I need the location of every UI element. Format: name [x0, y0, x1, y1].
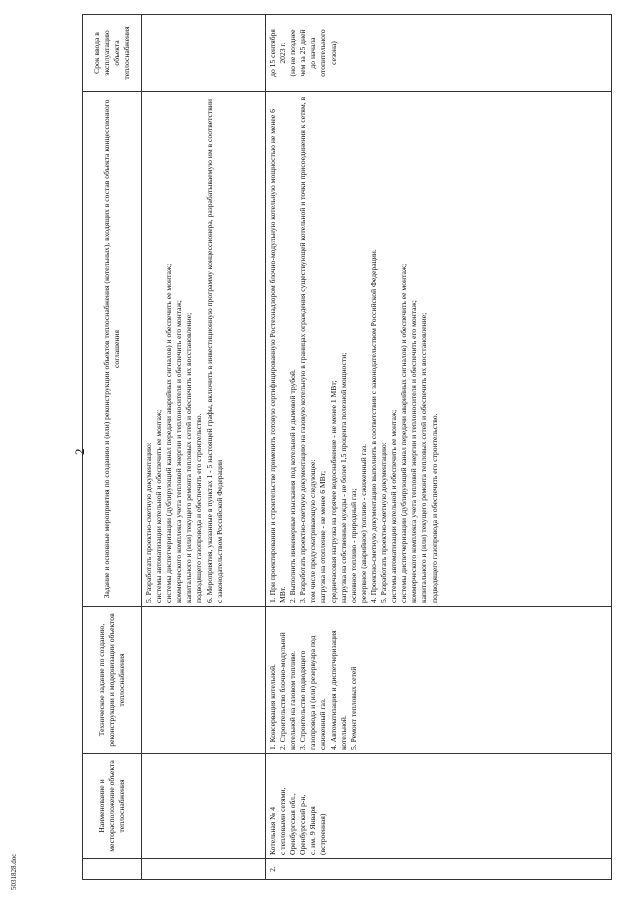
- task-line: нагрузка на отопление - не менее 6 МВт;: [318, 470, 328, 603]
- deadline-line: чем за 25 дней: [298, 29, 308, 77]
- spec-line: 2. Строительство блочно-модульной котельной на газовом топливе.: [278, 632, 298, 750]
- task-line: системы диспетчеризации (дублирующий канал передачи аварийных сигналов) и обеспечить ее монтаж;: [164, 263, 174, 603]
- spec-line: 3. Строительство подводящего газопровода и (или) резервуара под сжиженный газ.: [298, 635, 328, 750]
- name-line: Оренбургская обл.,: [288, 793, 298, 855]
- cell-empty: [142, 754, 266, 859]
- task-line: системы автоматизации котельной и обеспечить ее монтаж;: [154, 409, 164, 603]
- cell-empty: [142, 607, 266, 754]
- header-deadline: Срок ввода в эксплуатацию объекта теплоснабжения: [83, 15, 142, 92]
- name-line: Оренбургский р-н,: [298, 794, 308, 855]
- name-line: с. им. 9 Января: [308, 806, 318, 855]
- header-technical-spec: Техническое задание по созданию, реконструкции и модернизации объектов теплоснабжения: [83, 607, 142, 754]
- task-line: подводящего газопровода и обеспечить его строительство.: [194, 413, 204, 603]
- cell-empty: [142, 15, 266, 92]
- task-line: системы диспетчеризации (дублирующий канал передачи аварийных сигналов) и обеспечить ее монтаж;: [399, 263, 409, 603]
- task-line: среднечасовая нагрузка на горячее водоснабжение - не менее 1 МВт;: [328, 380, 338, 603]
- task-line: основное топливо - природный газ;: [348, 488, 358, 603]
- object-name-cell: [266, 754, 612, 859]
- task-line: системы автоматизации котельной и обеспечить ее монтаж;: [389, 409, 399, 603]
- header-number-cell: [83, 859, 142, 880]
- technical-spec-cell: [266, 607, 612, 754]
- name-line: (встроенная): [318, 813, 328, 855]
- header-tasks: Задание и основные мероприятия по созданию и (или) реконструкции объектов теплоснабжения (котельных), входящих в состав объекта концессионного соглашения: [83, 92, 142, 607]
- task-line: коммерческого комплекса учета тепловой энергии и теплоносителя и обеспечить его монтаж;: [409, 300, 419, 603]
- deadline-line: 2023 г.: [278, 42, 288, 64]
- task-line: резервное (аварийное) топливо - сжиженный газ.: [358, 443, 368, 603]
- name-line: Котельная № 4: [268, 806, 277, 855]
- document-id: 5031828.doc: [10, 853, 18, 890]
- table-row-2: [266, 15, 612, 880]
- deadline-line: отопительного: [318, 29, 328, 77]
- spec-line: 1. Консервация котельной.: [268, 664, 277, 750]
- header-row: [83, 15, 142, 880]
- name-line: с тепловыми сетями,: [278, 787, 288, 855]
- task-line: подводящего газопровода и обеспечить его строительство.: [429, 413, 439, 603]
- cell-empty: [142, 859, 266, 880]
- task-line: капитального и (или) текущего ремонта тепловых сетей и обеспечить их восстановление;: [419, 312, 429, 603]
- deadline-line: (но не позднее: [288, 29, 298, 77]
- task-line: 5. Разработать проектно-сметную документацию:: [379, 442, 389, 603]
- task-line: 1. При проектировании и строительстве применить готовую сертифицированную Ростехнадзором блочно-модульную котельную мощностью не менее 6 МВт.: [268, 109, 288, 603]
- heat-supply-table: [82, 14, 612, 880]
- row-number: 2.: [266, 859, 612, 880]
- task-line: 2. Выполнить инженерные изыскания под котельной и дымовой трубой.: [288, 369, 298, 603]
- task-line: нагрузка на собственные нужды - не более 1,5 процента полезной мощности;: [338, 352, 348, 603]
- task-line: 5. Разработать проектно-сметную документацию:: [144, 442, 153, 603]
- task-line: 4. Проектно-сметную документацию выполнить в соответствии с законодательством Российской Федерации.: [368, 249, 378, 603]
- header-object-name: Наименование и месторасположение объекта теплоснабжения: [83, 754, 142, 859]
- page-number: 2: [72, 448, 87, 455]
- rotated-table-container: [82, 26, 612, 880]
- task-line: 6. Мероприятия, указанные в пунктах 1 - 5 настоящей графы, включить в инвестиционную программу концессионера, разрабатываемую им в соответствии с законодательством Российской Федерации: [204, 99, 224, 603]
- task-line: 3. Разработать проектно-сметную документацию на газовую котельную в границах ограждения существующей котельной и точки присоединения к сетям, в том числе предусматривающую следующее:: [298, 96, 318, 603]
- tasks-cell: [266, 92, 612, 607]
- task-line: коммерческого комплекса учета тепловой энергии и теплоносителя и обеспечить его монтаж;: [174, 300, 184, 603]
- table-row-continuation: [142, 15, 266, 880]
- deadline-line: до 15 сентября: [268, 29, 277, 77]
- deadline-line: до начала: [308, 37, 318, 69]
- task-line: капитального и (или) текущего ремонта тепловых сетей и обеспечить их восстановление;: [184, 312, 194, 603]
- spec-line: 4. Автоматизация и диспетчеризация котельной.: [328, 630, 348, 750]
- spec-line: 5. Ремонт тепловых сетей: [348, 666, 358, 750]
- deadline-line: сезона): [328, 41, 338, 65]
- continuation-tasks-cell: [142, 92, 266, 607]
- deadline-cell: [266, 15, 612, 92]
